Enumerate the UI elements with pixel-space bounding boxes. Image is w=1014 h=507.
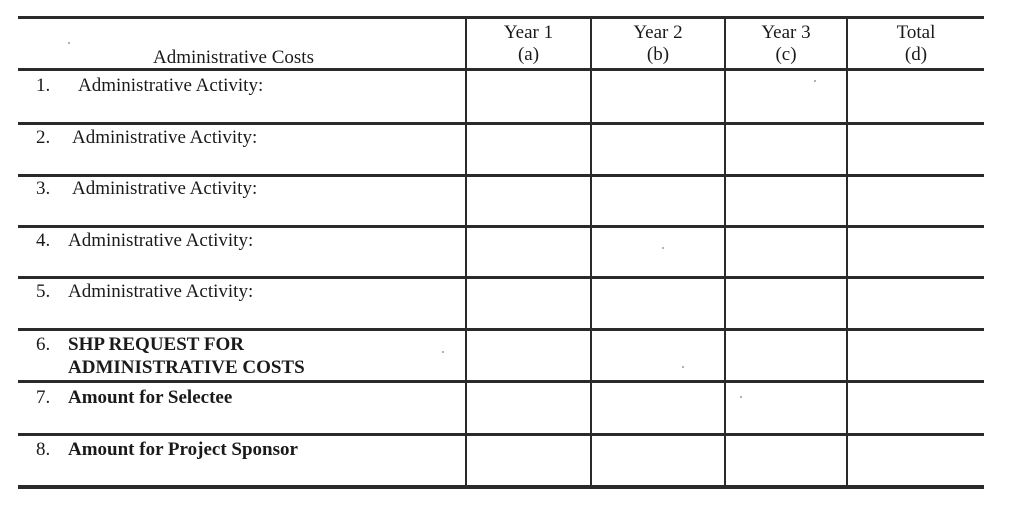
column-header-total — [848, 22, 984, 66]
top-rule — [18, 16, 984, 19]
row-text: Amount for Selectee — [68, 387, 233, 408]
row-label-6-continued — [68, 356, 305, 379]
column-header-administrative-costs: Administrative Costs — [153, 47, 314, 68]
row-number: 5. — [36, 281, 51, 302]
row-label-5 — [36, 280, 253, 303]
column-header-total-sub: (d) — [904, 44, 928, 65]
row-label-3 — [36, 177, 257, 200]
row-text: Administrative Activity: — [78, 75, 264, 96]
row-label-2 — [36, 126, 257, 149]
column-header-year-3 — [726, 22, 846, 66]
row-label-7 — [36, 386, 232, 409]
row-rule — [18, 328, 984, 331]
scan-speck — [740, 396, 742, 398]
column-header-year-1-label: Year 1 — [503, 22, 554, 43]
column-header-year-1-sub: (a) — [517, 44, 540, 65]
row-label-4 — [36, 229, 253, 252]
row-label-6 — [36, 333, 244, 356]
row-label-1 — [36, 74, 263, 97]
row-text: Amount for Project Sponsor — [68, 439, 298, 460]
scan-speck — [442, 351, 444, 353]
column-rule — [465, 19, 467, 488]
column-header-year-3-label: Year 3 — [761, 22, 811, 43]
row-number: 8. — [36, 439, 51, 460]
scan-speck — [682, 366, 684, 368]
row-text-line-1: SHP REQUEST FOR — [68, 334, 244, 355]
row-rule — [18, 276, 984, 279]
row-rule — [18, 122, 984, 125]
administrative-costs-form — [18, 16, 984, 490]
row-number: 3. — [36, 178, 51, 199]
row-number: 4. — [36, 230, 51, 251]
row-rule — [18, 380, 984, 383]
scan-speck — [68, 42, 70, 44]
column-rule — [846, 19, 848, 488]
scan-speck — [662, 247, 664, 249]
column-header-total-label: Total — [896, 22, 936, 43]
column-header-year-2-sub: (b) — [646, 44, 670, 65]
row-number: 2. — [36, 127, 51, 148]
row-text: Administrative Activity: — [72, 127, 258, 148]
row-rule — [18, 225, 984, 228]
row-text-line-2: ADMINISTRATIVE COSTS — [68, 357, 305, 378]
row-rule — [18, 433, 984, 436]
row-number: 1. — [36, 75, 51, 96]
scan-speck — [814, 80, 816, 82]
row-text: Administrative Activity: — [72, 178, 258, 199]
row-number: 7. — [36, 387, 51, 408]
column-header-year-3-sub: (c) — [775, 44, 797, 65]
column-rule — [590, 19, 592, 488]
column-header-year-1 — [467, 22, 590, 66]
column-header-year-2 — [592, 22, 724, 66]
bottom-rule — [18, 485, 984, 489]
column-rule — [724, 19, 726, 488]
row-text: Administrative Activity: — [68, 281, 254, 302]
row-label-8 — [36, 438, 298, 461]
row-number: 6. — [36, 334, 51, 355]
column-header-year-2-label: Year 2 — [633, 22, 683, 43]
row-text: Administrative Activity: — [68, 230, 254, 251]
